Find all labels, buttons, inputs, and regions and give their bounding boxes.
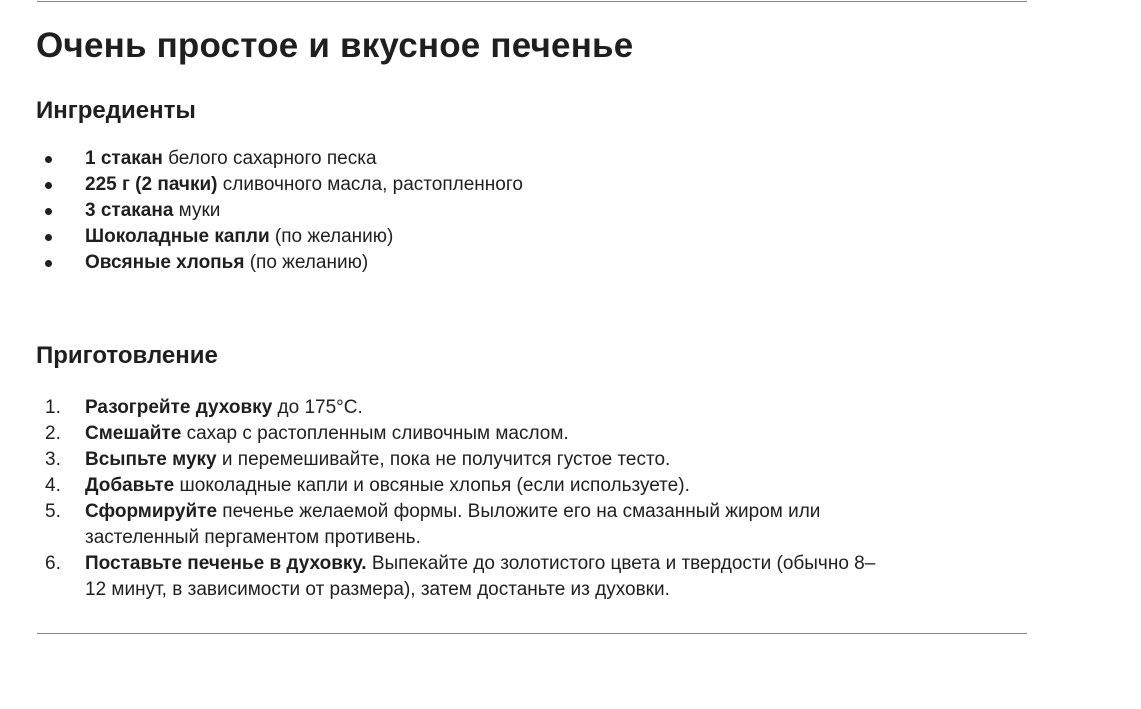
ingredient-text: (по желанию) <box>269 226 394 247</box>
ingredient-text: муки <box>173 200 221 221</box>
step-item <box>0 499 915 551</box>
list-item <box>0 198 985 224</box>
step-item <box>0 473 985 499</box>
step-number: 5. <box>45 501 61 522</box>
step-text: Выпекайте до золотистого цвета и твердости (обычно 8–12 минут, в зависимости от размера), затем достаньте из духовки. <box>85 553 876 600</box>
step-text: и перемешивайте, пока не получится густое тесто. <box>216 449 671 470</box>
ingredients-list <box>0 146 985 276</box>
preparation-steps <box>0 395 985 603</box>
step-action: Добавьте <box>85 475 175 496</box>
step-text: сахар с растопленным сливочным маслом. <box>181 423 569 444</box>
step-number: 3. <box>45 449 61 470</box>
list-item <box>0 250 985 276</box>
step-number: 2. <box>45 423 61 444</box>
ingredient-text: (по желанию) <box>244 252 369 273</box>
top-divider <box>37 1 1027 2</box>
list-item <box>0 146 985 172</box>
step-number: 4. <box>45 475 61 496</box>
step-item <box>0 551 885 603</box>
ingredient-amount: 3 стакана <box>85 200 174 221</box>
page-title: Очень простое и вкусное печенье <box>36 26 634 65</box>
step-action: Всыпьте муку <box>85 449 217 470</box>
list-item <box>0 172 985 198</box>
ingredients-heading: Ингредиенты <box>36 97 196 124</box>
step-item <box>0 395 985 421</box>
step-text: шоколадные капли и овсяные хлопья (если используете). <box>174 475 690 496</box>
ingredient-text: белого сахарного песка <box>162 148 377 169</box>
preparation-heading: Приготовление <box>36 342 218 369</box>
ingredient-text: сливочного масла, растопленного <box>217 174 523 195</box>
step-action: Разогрейте духовку <box>85 397 273 418</box>
step-number: 6. <box>45 553 61 574</box>
bottom-divider <box>37 633 1027 634</box>
ingredient-amount: 225 г (2 пачки) <box>85 174 218 195</box>
step-item <box>0 421 985 447</box>
step-text: печенье желаемой формы. Выложите его на смазанный жиром или застеленный пергаментом противень. <box>85 501 821 548</box>
list-item <box>0 224 985 250</box>
step-action: Поставьте печенье в духовку. <box>85 553 367 574</box>
ingredient-amount: Овсяные хлопья <box>85 252 245 273</box>
step-item <box>0 447 985 473</box>
step-action: Сформируйте <box>85 501 218 522</box>
step-text: до 175°C. <box>272 397 363 418</box>
step-action: Смешайте <box>85 423 182 444</box>
step-number: 1. <box>45 397 61 418</box>
ingredient-amount: 1 стакан <box>85 148 163 169</box>
ingredient-amount: Шоколадные капли <box>85 226 270 247</box>
